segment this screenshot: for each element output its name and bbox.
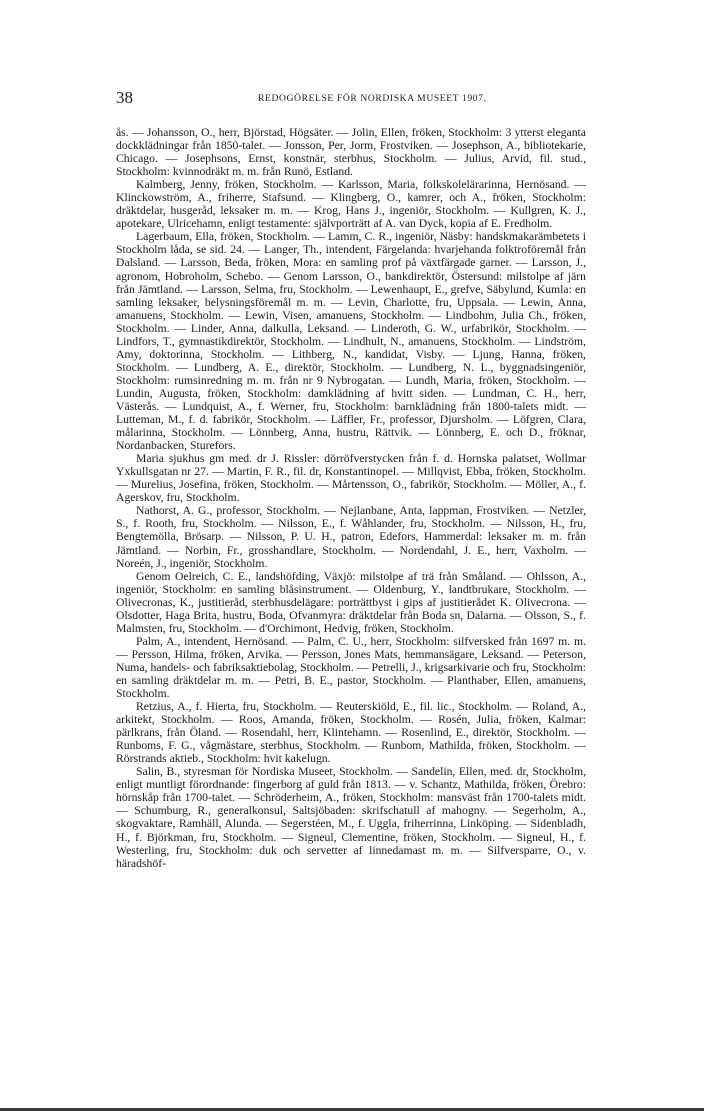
scan-edge-rule xyxy=(0,1108,704,1111)
page-header xyxy=(116,88,586,110)
paragraph-s: Salin, B., styresman för Nordiska Museet, Stockholm. — Sandelin, Ellen, med. dr, Stockholm, enligt muntligt förordnande: fingerborg af guld från 1813. — v. Schantz, Mathilda, fröken, Örebro: hörnskåp från 1700-talet. — Schröderheim, A., fröken, Stockholm: mansväst från 1700-talets midt. — Schumburg, R., generalkonsul, Saltsjöbaden: skrifschatull af mahogny. — Segerholm, A., skogvaktare, Ramhäll, Alunda. — Segerstéen, M., f. Uggla, friherrinna, Linköping. — Sidenbladh, H., f. Björkman, fru, Stockholm. — Signeul, Clementine, fröken, Stockholm. — Signeul, H., f. Westerling, fru, Stockholm: duk och servetter af linnedamast m. m. — Silfversparre, O., v. häradshöf- xyxy=(116,765,586,870)
paragraph-o: Genom Oelreich, C. E., landshöfding, Växjö: milstolpe af trä från Småland. — Ohlsson, A., ingeniör, Stockholm: en samling blåsinstrument. — Oldenburg, Y., landtbrukare, Stockholm. — Olivecronas, K., justitieråd, sterbhusdelägare: porträttbyst i gips af justitierådet K. Olivecrona. — Olsdotter, Haga Brita, hustru, Boda, Ofvanmyra: dräktdelar från Boda sn, Dalarna. — Olsson, S., f. Malmsten, fru, Stockholm. — d'Orchimont, Hedvig, fröken, Stockholm. xyxy=(116,569,586,635)
paragraph-r: Retzius, A., f. Hierta, fru, Stockholm. — Reuterskiöld, E., fil. lic., Stockholm. — Roland, A., arkitekt, Stockholm. — Roos, Amanda, fröken, Stockholm. — Rosén, Julia, fröken, Kalmar: pärlkrans, från Öland. — Rosendahl, herr, Klintehamn. — Rosenlind, E., direktör, Stockholm. — Runboms, F. G., vågmästare, sterbhus, Stockholm. — Runbom, Mathilda, fröken, Stockholm. — Rörstrands aktieb., Stockholm: hvit kakelugn. xyxy=(116,700,586,766)
paragraph-p: Palm, A., intendent, Hernösand. — Palm, C. U., herr, Stockholm: silfversked från 1697 m. m. — Persson, Hilma, fröken, Arvika. — Persson, Jones Mats, hemmansägare, Leksand. — Peterson, Numa, handels- och fabriksaktiebolag, Stockholm. — Petrelli, J., krigsarkivarie och fru, Stockholm: en samling dräktdelar m. m. — Petri, B. E., pastor, Stockholm. — Planthaber, Ellen, amanuens, Stockholm. xyxy=(116,634,586,701)
page-number: 38 xyxy=(116,88,133,107)
paragraph-n: Nathorst, A. G., professor, Stockholm. — Nejlanbane, Anta, lappman, Frostviken. — Netzler, S., f. Rooth, fru, Stockholm. — Nilsson, E., f. Wåhlander, fru, Stockholm. — Nilsson, H., fru, Bengtemölla, Brösarp. — Nilsson, P. U. H., patron, Edefors, Hammerdal: leksaker m. m. från Jämtland. — Norbin, Fr., grosshandlare, Stockholm. — Nordendahl, J. E., herr, Vaxholm. — Noreén, J., ingeniör, Stockholm. xyxy=(116,504,586,570)
paragraph-l: Lagerbaum, Ella, fröken, Stockholm. — Lamm, C. R., ingeniör, Näsby: handskmakarämbetets i Stockholm låda, se sid. 24. — Langer, Th., intendent, Färgelanda: hvarjehanda folktroföremål från Dalsland. — Larsson, Beda, fröken, Mora: en samling prof på växtfärgade garner. — Larsson, J., agronom, Hobroholm, Schebo. — Genom Larsson, O., bankdirektör, Östersund: milstolpe af järn från Jämtland. — Larsson, Selma, fru, Stockholm. — Lewenhaupt, E., grefve, Säbylund, Kumla: en samling leksaker, belysningsföremål m. m. — Levin, Charlotte, fru, Uppsala. — Lewin, Anna, amanuens, Stockholm. — Lewin, Visen, amanuens, Stockholm. — Lindbohm, Julia Ch., fröken, Stockholm. — Linder, Anna, dalkulla, Leksand. — Linderoth, G. W., urfabrikör, Stockholm. — Lindfors, T., gymnastikdirektör, Stockholm. — Lindhult, N., amanuens, Stockholm. — Lindström, Amy, doktorinna, Stockholm. — Lithberg, N., kandidat, Visby. — Ljung, Hanna, fröken, Stockholm. — Lundberg, A. E., direktör, Stockholm. — Lundberg, N. L., byggnadsingeniör, Stockholm: rumsinredning m. m. från nr 9 Nybrogatan. — Lundh, Maria, fröken, Stockholm. — Lundin, Augusta, fröken, Stockholm: damklädning af hvitt siden. — Lundman, C. H., herr, Västerås. — Lundquist, A., f. Werner, fru, Stockholm: barnklädning från 1800-talets midt. — Lutteman, M., f. d. fabrikör, Stockholm. — Läffler, Fr., professor, Djursholm. — Löfgren, Clara, målarinna, Stockholm. — Lönnberg, Anna, hustru, Rättvik. — Lönnberg, E. och D., fröknar, Nordanbacken, Sturefors. xyxy=(116,230,586,453)
paragraph-j: ås. — Johansson, O., herr, Björstad, Högsäter. — Jolin, Ellen, fröken, Stockholm: 3 ytterst eleganta dockklädningar från 1850-talet. — Jonsson, Per, Jorm, Frostviken. — Josephson, A., bibliotekarie, Chicago. — Josephsons, Ernst, konstnär, sterbhus, Stockholm. — Julius, Arvid, fil. stud., Stockholm: kvinnodräkt m. m. från Runö, Estland. xyxy=(116,126,586,179)
paragraph-m: Maria sjukhus gm med. dr J. Rissler: dörröfverstycken från f. d. Hornska palatset, Wollmar Yxkullsgatan nr 27. — Martin, F. R., fil. dr, Konstantinopel. — Millqvist, Ebba, fröken, Stockholm. — Murelius, Josefina, fröken, Stockholm. — Mårtensson, O., fabrikör, Stockholm. — Möller, A., f. Agerskov, fru, Stockholm. xyxy=(116,452,586,505)
body-text xyxy=(116,126,586,870)
running-head: REDOGÖRELSE FÖR NORDISKA MUSEET 1907. xyxy=(258,93,487,104)
paragraph-k: Kalmberg, Jenny, fröken, Stockholm. — Karlsson, Maria, folkskolelärarinna, Hernösand. — Klinckowström, A., friherre, Stafsund. — Klingberg, O., kamrer, och A., fröken, Stockholm: dräktdelar, husgeråd, leksaker m. m. — Krog, Hans J., ingeniör, Stockholm. — Kullgren, K. J., apotekare, Ulricehamn, enligt testamente: självporträtt af A. van Dyck, kopia af E. Fredholm. xyxy=(116,178,586,231)
